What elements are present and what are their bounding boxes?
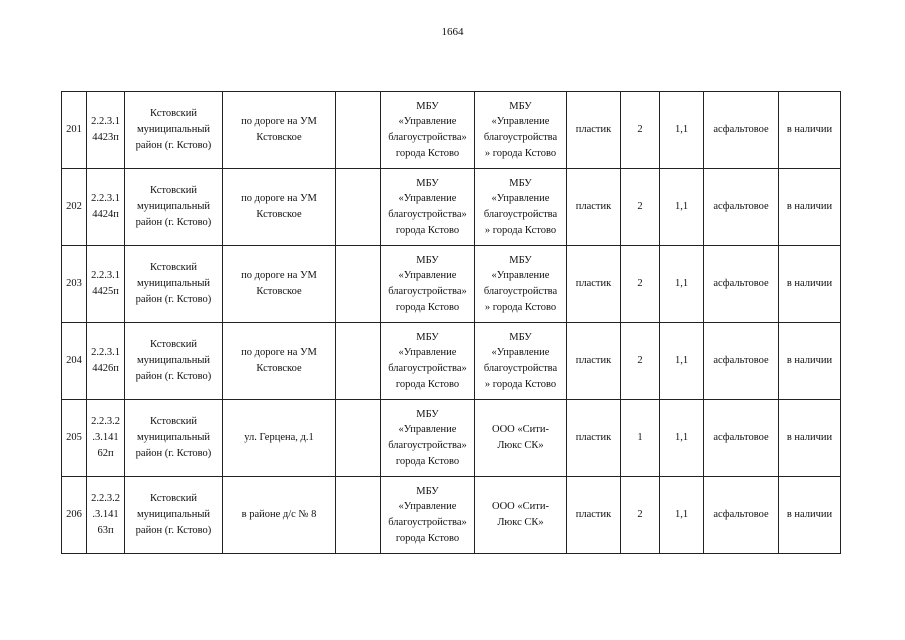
owner-cell-line: МБУ — [416, 177, 439, 189]
address-cell — [223, 92, 336, 169]
district-cell-line: Кстовский — [150, 185, 197, 197]
district-cell-line: Кстовский — [150, 108, 197, 120]
container-volume-cell: 1,1 — [660, 323, 704, 400]
owner-cell — [381, 400, 475, 477]
owner-cell — [381, 169, 475, 246]
object-code-cell-line: 2.2.3.1 — [91, 347, 120, 359]
district-cell — [125, 92, 223, 169]
owner-cell-line: благоустройства» — [388, 517, 467, 528]
district-cell-line: Кстовский — [150, 416, 197, 428]
operator-cell-line: » города Кстово — [484, 301, 557, 313]
page-number: 1664 — [441, 26, 464, 38]
owner-cell — [381, 477, 475, 554]
address-cell — [223, 169, 336, 246]
object-code-cell — [87, 246, 125, 323]
object-code-cell-line: 4426п — [92, 363, 119, 374]
operator-cell-line: благоустройства — [483, 209, 558, 220]
operator-cell-line: «Управление — [491, 193, 550, 205]
operator-cell-line: «Управление — [491, 116, 550, 128]
status-cell: в наличии — [779, 323, 841, 400]
operator-cell — [475, 169, 567, 246]
owner-cell-line: МБУ — [416, 408, 439, 420]
operator-cell-line: «Управление — [491, 270, 550, 282]
material-cell: пластик — [567, 246, 621, 323]
operator-cell-line: » города Кстово — [484, 224, 557, 236]
district-cell-line: муниципальный — [136, 432, 211, 444]
status-cell: в наличии — [779, 400, 841, 477]
district-cell-line: Кстовский — [150, 262, 197, 274]
owner-cell-line: «Управление — [398, 116, 457, 128]
address-cell-line: Кстовское — [256, 286, 302, 297]
container-volume-cell: 1,1 — [660, 246, 704, 323]
row-number-cell: 201 — [62, 92, 87, 169]
extra-cell — [336, 246, 381, 323]
operator-cell — [475, 323, 567, 400]
owner-cell — [381, 323, 475, 400]
owner-cell-line: МБУ — [416, 485, 439, 497]
operator-cell-line: благоустройства — [483, 132, 558, 143]
address-cell-line: по дороге на УМ — [241, 270, 317, 282]
material-cell: пластик — [567, 400, 621, 477]
district-cell — [125, 400, 223, 477]
object-code-cell-line: 2.2.3.1 — [91, 193, 120, 205]
operator-cell-line: «Управление — [491, 347, 550, 359]
object-code-cell — [87, 400, 125, 477]
operator-cell-line: МБУ — [509, 254, 532, 266]
object-code-cell-line: 4423п — [92, 132, 119, 143]
owner-cell-line: «Управление — [398, 193, 457, 205]
container-volume-cell: 1,1 — [660, 169, 704, 246]
extra-cell — [336, 169, 381, 246]
object-code-cell-line: 4424п — [92, 209, 119, 220]
owner-cell-line: «Управление — [398, 270, 457, 282]
status-cell: в наличии — [779, 477, 841, 554]
row-number-cell: 203 — [62, 246, 87, 323]
owner-cell-line: города Кстово — [395, 532, 460, 544]
container-volume-cell: 1,1 — [660, 400, 704, 477]
table-row — [62, 92, 841, 169]
table-body — [62, 92, 841, 554]
address-cell-line: Кстовское — [256, 363, 302, 374]
address-cell — [223, 400, 336, 477]
operator-cell — [475, 477, 567, 554]
owner-cell — [381, 92, 475, 169]
surface-cell: асфальтовое — [704, 477, 779, 554]
operator-cell-line: благоустройства — [483, 363, 558, 374]
table-row — [62, 400, 841, 477]
surface-cell: асфальтовое — [704, 246, 779, 323]
operator-cell — [475, 400, 567, 477]
operator-cell-line: благоустройства — [483, 286, 558, 297]
container-count-cell: 2 — [621, 92, 660, 169]
owner-cell-line: МБУ — [416, 331, 439, 343]
district-cell-line: район (г. Кстово) — [135, 293, 212, 305]
material-cell: пластик — [567, 92, 621, 169]
table-row — [62, 246, 841, 323]
owner-cell-line: «Управление — [398, 347, 457, 359]
district-cell-line: Кстовский — [150, 493, 197, 505]
owner-cell-line: «Управление — [398, 424, 457, 436]
register-table — [61, 91, 841, 554]
container-count-cell: 2 — [621, 246, 660, 323]
address-cell-line: ул. Герцена, д.1 — [244, 432, 314, 444]
operator-cell-line: МБУ — [509, 177, 532, 189]
owner-cell-line: МБУ — [416, 254, 439, 266]
district-cell-line: Кстовский — [150, 339, 197, 351]
operator-cell-line: » города Кстово — [484, 147, 557, 159]
owner-cell-line: благоустройства» — [388, 363, 467, 374]
address-cell — [223, 246, 336, 323]
district-cell-line: муниципальный — [136, 509, 211, 521]
district-cell-line: район (г. Кстово) — [135, 139, 212, 151]
container-count-cell: 2 — [621, 477, 660, 554]
district-cell-line: район (г. Кстово) — [135, 447, 212, 459]
object-code-cell — [87, 169, 125, 246]
operator-cell-line: Люкс СК» — [497, 517, 544, 528]
owner-cell-line: города Кстово — [395, 378, 460, 390]
operator-cell — [475, 246, 567, 323]
district-cell — [125, 246, 223, 323]
owner-cell-line: МБУ — [416, 100, 439, 112]
container-count-cell: 1 — [621, 400, 660, 477]
row-number-cell: 206 — [62, 477, 87, 554]
row-number-cell: 202 — [62, 169, 87, 246]
district-cell-line: муниципальный — [136, 278, 211, 290]
table-row — [62, 477, 841, 554]
owner-cell-line: города Кстово — [395, 147, 460, 159]
object-code-cell-line: .3.141 — [92, 509, 119, 521]
operator-cell-line: ООО «Сити- — [492, 424, 549, 436]
address-cell-line: Кстовское — [256, 132, 302, 143]
extra-cell — [336, 323, 381, 400]
address-cell-line: Кстовское — [256, 209, 302, 220]
owner-cell-line: города Кстово — [395, 301, 460, 313]
material-cell: пластик — [567, 477, 621, 554]
extra-cell — [336, 400, 381, 477]
extra-cell — [336, 477, 381, 554]
district-cell-line: муниципальный — [136, 124, 211, 136]
container-count-cell: 2 — [621, 169, 660, 246]
surface-cell: асфальтовое — [704, 323, 779, 400]
extra-cell — [336, 92, 381, 169]
address-cell — [223, 477, 336, 554]
container-volume-cell: 1,1 — [660, 477, 704, 554]
address-cell-line: по дороге на УМ — [241, 347, 317, 359]
object-code-cell-line: 2.2.3.1 — [91, 270, 120, 282]
owner-cell-line: города Кстово — [395, 224, 460, 236]
object-code-cell — [87, 92, 125, 169]
address-cell-line: по дороге на УМ — [241, 116, 317, 128]
operator-cell-line: Люкс СК» — [497, 440, 544, 451]
container-volume-cell: 1,1 — [660, 92, 704, 169]
material-cell: пластик — [567, 169, 621, 246]
object-code-cell-line: 62п — [97, 447, 114, 459]
owner-cell — [381, 246, 475, 323]
object-code-cell-line: 2.2.3.2 — [91, 416, 120, 428]
owner-cell-line: города Кстово — [395, 455, 460, 467]
status-cell: в наличии — [779, 92, 841, 169]
district-cell-line: муниципальный — [136, 201, 211, 213]
district-cell-line: район (г. Кстово) — [135, 370, 212, 382]
material-cell: пластик — [567, 323, 621, 400]
district-cell-line: район (г. Кстово) — [135, 216, 212, 228]
operator-cell-line: ООО «Сити- — [492, 501, 549, 513]
object-code-cell-line: 2.2.3.1 — [91, 116, 120, 128]
district-cell — [125, 323, 223, 400]
operator-cell-line: МБУ — [509, 331, 532, 343]
operator-cell — [475, 92, 567, 169]
table-row — [62, 323, 841, 400]
status-cell: в наличии — [779, 246, 841, 323]
object-code-cell-line: 4425п — [92, 286, 119, 297]
owner-cell-line: благоустройства» — [388, 440, 467, 451]
owner-cell-line: благоустройства» — [388, 286, 467, 297]
address-cell-line: по дороге на УМ — [241, 193, 317, 205]
address-cell — [223, 323, 336, 400]
table-row — [62, 169, 841, 246]
address-cell-line: в районе д/с № 8 — [241, 509, 317, 521]
object-code-cell — [87, 477, 125, 554]
surface-cell: асфальтовое — [704, 92, 779, 169]
object-code-cell-line: 2.2.3.2 — [91, 493, 120, 505]
surface-cell: асфальтовое — [704, 400, 779, 477]
owner-cell-line: «Управление — [398, 501, 457, 513]
operator-cell-line: МБУ — [509, 100, 532, 112]
object-code-cell — [87, 323, 125, 400]
owner-cell-line: благоустройства» — [388, 209, 467, 220]
object-code-cell-line: 63п — [97, 524, 114, 536]
status-cell: в наличии — [779, 169, 841, 246]
surface-cell: асфальтовое — [704, 169, 779, 246]
row-number-cell: 205 — [62, 400, 87, 477]
container-count-cell: 2 — [621, 323, 660, 400]
owner-cell-line: благоустройства» — [388, 132, 467, 143]
row-number-cell: 204 — [62, 323, 87, 400]
operator-cell-line: » города Кстово — [484, 378, 557, 390]
district-cell — [125, 477, 223, 554]
district-cell-line: район (г. Кстово) — [135, 524, 212, 536]
district-cell — [125, 169, 223, 246]
object-code-cell-line: .3.141 — [92, 432, 119, 444]
district-cell-line: муниципальный — [136, 355, 211, 367]
